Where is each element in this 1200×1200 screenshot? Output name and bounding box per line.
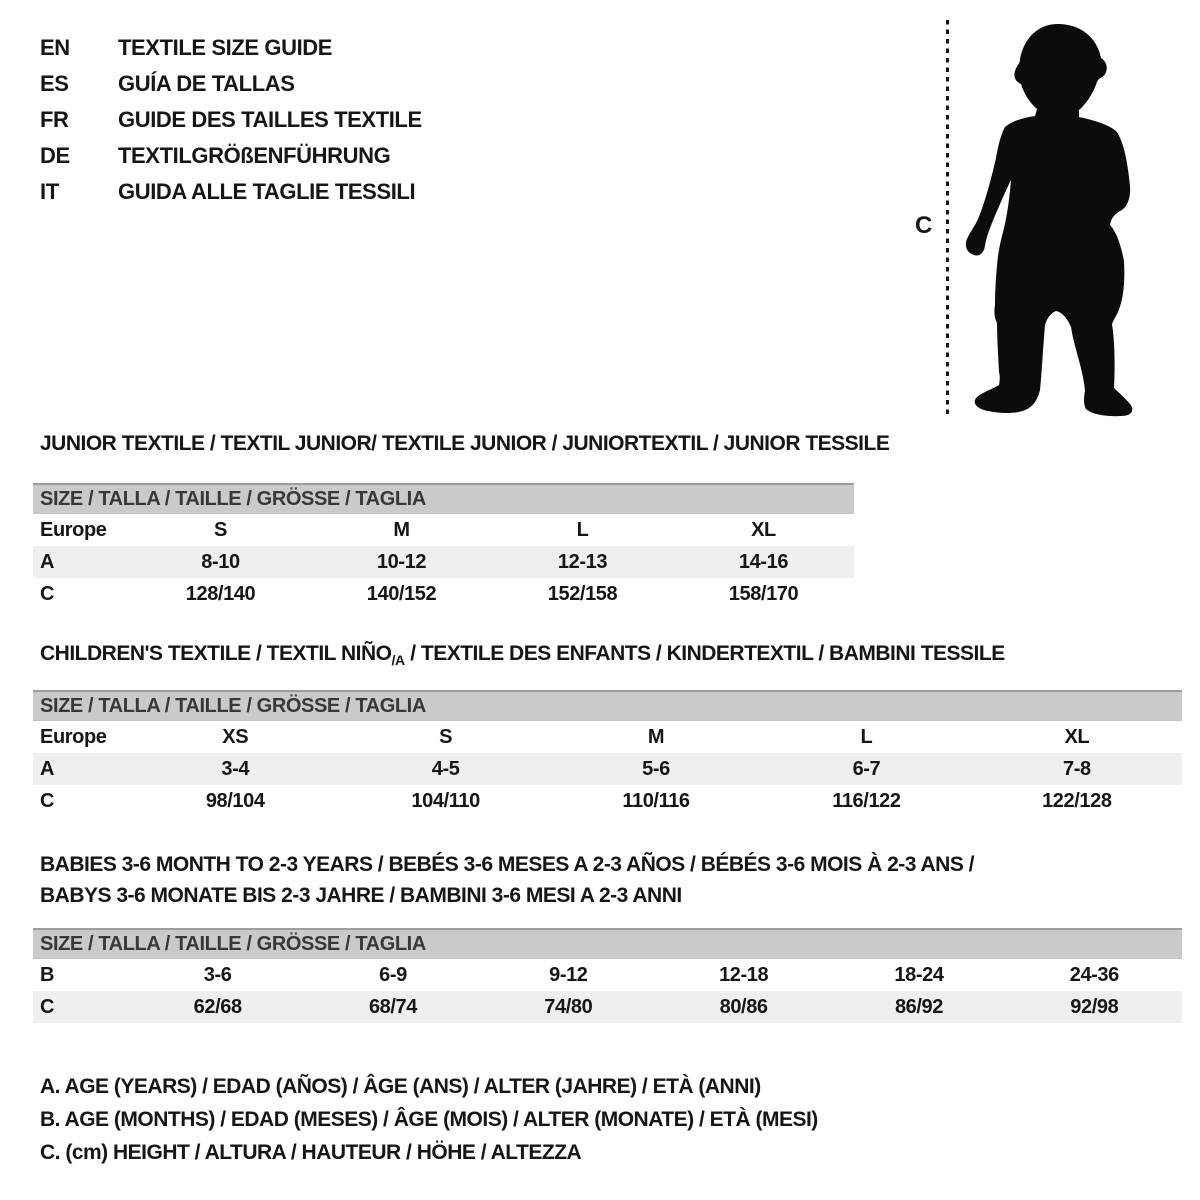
babies-title-line1: BABIES 3-6 MONTH TO 2-3 YEARS / BEBÉS 3-6 MESES A 2-3 AÑOS / BÉBÉS 3-6 MOIS À 2-3 ANS /: [40, 853, 975, 876]
size-cell: 128/140: [185, 582, 256, 605]
legend-line-a: A. AGE (YEARS) / EDAD (AÑOS) / ÂGE (ANS) / ALTER (JAHRE) / ETÀ (ANNI): [40, 1075, 761, 1098]
size-table-row-europe: [33, 721, 1182, 753]
babies-size-table: [33, 928, 1182, 1023]
size-cell: 6-7: [852, 757, 881, 780]
babies-title-line2: BABYS 3-6 MONATE BIS 2-3 JAHRE / BAMBINI 3-6 MESI A 2-3 ANNI: [40, 884, 682, 907]
size-table-row-c: [33, 785, 1182, 817]
size-table-row-a: [33, 753, 1182, 785]
size-cell: 8-10: [201, 550, 240, 573]
size-cell: 6-9: [379, 963, 407, 986]
babies-size-header-bar: SIZE / TALLA / TAILLE / GRÖSSE / TAGLIA: [33, 928, 1182, 959]
size-table-row-b: [33, 959, 1182, 991]
size-cell: 5-6: [642, 757, 670, 780]
size-table-row-c: [33, 578, 854, 610]
lang-title: GUÍA DE TALLAS: [118, 71, 295, 96]
junior-table-body: [33, 514, 854, 610]
size-table-row-europe: [33, 514, 854, 546]
size-cell: L: [860, 725, 873, 748]
lang-code: DE: [40, 143, 70, 168]
row-label: Europe: [40, 725, 107, 748]
lang-title: TEXTILE SIZE GUIDE: [118, 35, 333, 60]
height-measure-label: C: [915, 212, 932, 239]
row-label: C: [40, 582, 55, 605]
children-section-title: [40, 642, 1005, 672]
junior-size-header-bar: SIZE / TALLA / TAILLE / GRÖSSE / TAGLIA: [33, 483, 854, 514]
lang-title: TEXTILGRÖßENFÜHRUNG: [118, 143, 391, 168]
measure-legend: [40, 1070, 818, 1169]
row-label: C: [40, 995, 55, 1018]
children-size-header-bar: SIZE / TALLA / TAILLE / GRÖSSE / TAGLIA: [33, 690, 1182, 721]
size-cell: 110/116: [622, 789, 690, 812]
size-cell: 122/128: [1042, 789, 1112, 812]
size-cell: 80/86: [719, 995, 768, 1018]
size-table-row-c: [33, 991, 1182, 1023]
size-cell: 98/104: [205, 789, 265, 812]
size-cell: 9-12: [549, 963, 588, 986]
size-cell: XL: [1064, 725, 1090, 748]
size-cell: 86/92: [894, 995, 943, 1018]
size-cell: 3-6: [203, 963, 232, 986]
junior-section-title: JUNIOR TEXTILE / TEXTIL JUNIOR/ TEXTILE JUNIOR / JUNIORTEXTIL / JUNIOR TESSILE: [40, 432, 890, 455]
lang-code: ES: [40, 71, 69, 96]
size-cell: 7-8: [1062, 757, 1091, 780]
size-cell: S: [214, 518, 227, 541]
lang-code: IT: [40, 179, 59, 204]
lang-title: GUIDA ALLE TAGLIE TESSILI: [118, 179, 416, 204]
lang-row-fr: [40, 102, 422, 138]
lang-code: EN: [40, 35, 70, 60]
size-cell: 74/80: [544, 995, 593, 1018]
lang-row-it: [40, 174, 422, 210]
size-cell: 140/152: [366, 582, 437, 605]
lang-row-de: [40, 138, 422, 174]
children-title-sub: /A: [391, 652, 405, 668]
size-cell: L: [576, 518, 589, 541]
children-title-part2: / TEXTILE DES ENFANTS / KINDERTEXTIL / BAMBINI TESSILE: [404, 642, 1005, 665]
size-cell: 104/110: [411, 789, 480, 812]
toddler-silhouette: [958, 18, 1143, 418]
legend-line-b: B. AGE (MONTHS) / EDAD (MESES) / ÂGE (MOIS) / ALTER (MONATE) / ETÀ (MESI): [40, 1108, 818, 1131]
row-label: Europe: [40, 518, 107, 541]
size-cell: 12-18: [719, 963, 769, 986]
language-title-list: [40, 30, 422, 210]
size-cell: 116/122: [832, 789, 901, 812]
lang-row-en: [40, 30, 422, 66]
size-table-row-a: [33, 546, 854, 578]
children-title-part1: CHILDREN'S TEXTILE / TEXTIL NIÑO: [40, 642, 392, 665]
height-dashed-line: [946, 20, 949, 414]
row-label: A: [40, 757, 55, 780]
size-cell: 18-24: [894, 963, 944, 986]
row-label: A: [40, 550, 55, 573]
legend-line-c: C. (cm) HEIGHT / ALTURA / HAUTEUR / HÖHE / ALTEZZA: [40, 1141, 582, 1164]
lang-row-es: [40, 66, 422, 102]
lang-title: GUIDE DES TAILLES TEXTILE: [118, 107, 422, 132]
size-cell: 92/98: [1070, 995, 1119, 1018]
size-cell: 62/68: [193, 995, 242, 1018]
babies-table-body: [33, 959, 1182, 1023]
size-cell: XS: [222, 725, 249, 748]
size-cell: M: [393, 518, 410, 541]
row-label: C: [40, 789, 55, 812]
size-cell: 24-36: [1069, 963, 1119, 986]
size-cell: S: [439, 725, 453, 748]
junior-size-table: [33, 483, 854, 610]
size-cell: XL: [751, 518, 776, 541]
size-cell: M: [647, 725, 665, 748]
size-cell: 10-12: [376, 550, 427, 573]
size-cell: 4-5: [431, 757, 460, 780]
lang-code: FR: [40, 107, 69, 132]
size-cell: 68/74: [368, 995, 418, 1018]
babies-section-title: [40, 849, 974, 911]
size-cell: 12-13: [557, 550, 608, 573]
row-label: B: [40, 963, 55, 986]
size-cell: 158/170: [728, 582, 799, 605]
size-cell: 152/158: [547, 582, 618, 605]
children-table-body: [33, 721, 1182, 817]
size-cell: 14-16: [738, 550, 789, 573]
size-cell: 3-4: [221, 757, 250, 780]
children-size-table: [33, 690, 1182, 817]
